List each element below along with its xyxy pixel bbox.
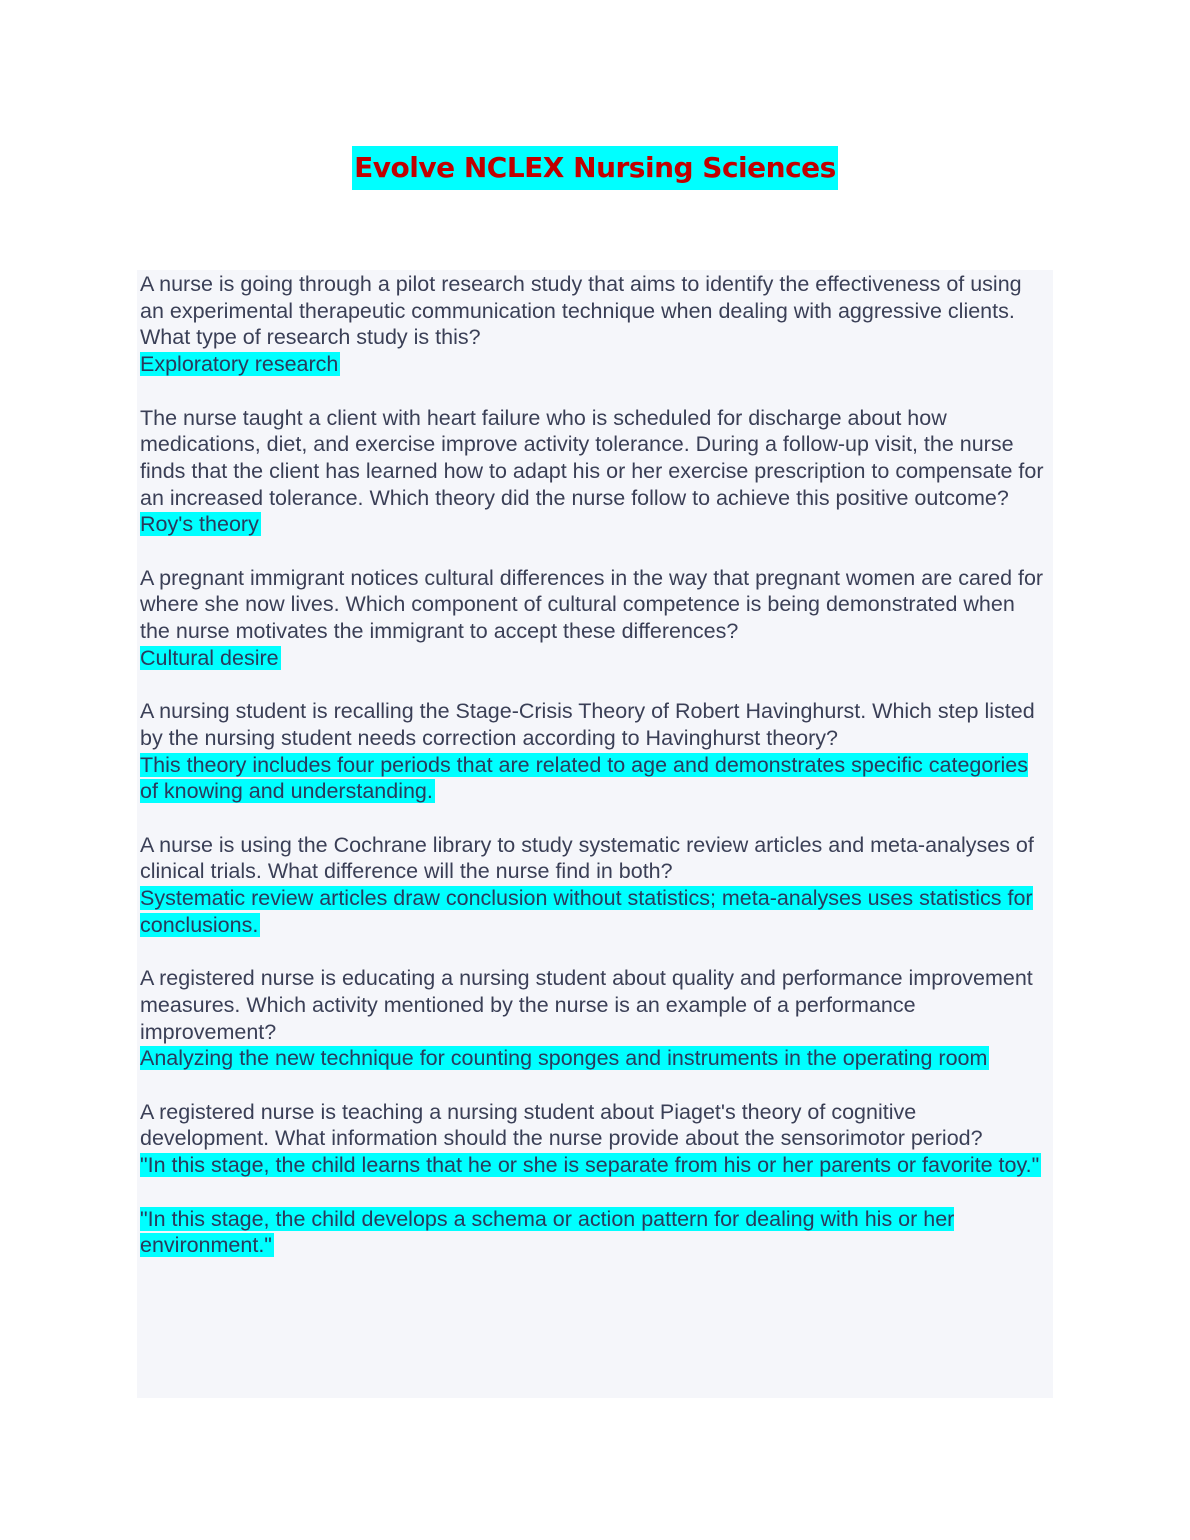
answer-line [140,511,1045,538]
question-text: A nursing student is recalling the Stage-Crisis Theory of Robert Havinghurst. Which step listed by the nursing student needs correction according to Havinghurst theory? [140,699,1035,750]
answer-line [140,752,1045,805]
title-wrap [0,146,1190,190]
question-text: The nurse taught a client with heart failure who is scheduled for discharge about how medications, diet, and exercise improve activity tolerance. During a follow-up visit, the nurse finds that the client has learned how to adapt his or her exercise prescription to compensate for an increased tolerance. Which theory did the nurse follow to achieve this positive outcome? [140,405,1044,510]
answer-text: Roy's theory [140,512,259,537]
question-text: A pregnant immigrant notices cultural differences in the way that pregnant women are cared for where she now lives. Which component of cultural competence is being demonstrated when the nurse motivates the immigrant to accept these differences? [140,565,1044,644]
qa-item [140,1099,1045,1259]
answer-text: "In this stage, the child develops a schema or action pattern for dealing with his or her environment." [140,1206,955,1258]
answer-line [140,1152,1045,1179]
answer-line [140,885,1045,938]
answer-line [140,645,1045,672]
answer-text: Exploratory research [140,352,339,377]
answer-text: "In this stage, the child learns that he or she is separate from his or her parents or favorite toy." [140,1153,1040,1178]
answer-spacer [140,1179,1045,1206]
qa-item [140,965,1045,1072]
qa-item [140,271,1045,378]
question-text: A registered nurse is educating a nursing student about quality and performance improvement measures. Which activity mentioned by the nurse is an example of a performance improvement? [140,966,1033,1044]
qa-item [140,832,1045,939]
qa-list [140,271,1045,1286]
answer-line [140,1045,1045,1072]
answer-line [140,1206,1045,1259]
answer-text: Analyzing the new technique for counting sponges and instruments in the operating room [140,1046,988,1071]
answer-text: Cultural desire [140,645,279,670]
question-text: A nurse is using the Cochrane library to study systematic review articles and meta-analyses of clinical trials. What difference will the nurse find in both? [140,832,1034,884]
answer-text: This theory includes four periods that are related to age and demonstrates specific categories of knowing and understanding. [140,752,1028,804]
document-title: Evolve NCLEX Nursing Sciences [352,146,838,190]
qa-item [140,405,1045,539]
qa-item [140,565,1045,672]
question-text: A nurse is going through a pilot research study that aims to identify the effectiveness of using an experimental therapeutic communication technique when dealing with aggressive clients. What type of research study is this? [140,272,1022,350]
answer-text: Systematic review articles draw conclusion without statistics; meta-analyses uses statistics for conclusions. [140,886,1033,937]
qa-item [140,698,1045,805]
answer-line [140,351,1045,378]
question-text: A registered nurse is teaching a nursing student about Piaget's theory of cognitive development. What information should the nurse provide about the sensorimotor period? [140,1099,983,1151]
